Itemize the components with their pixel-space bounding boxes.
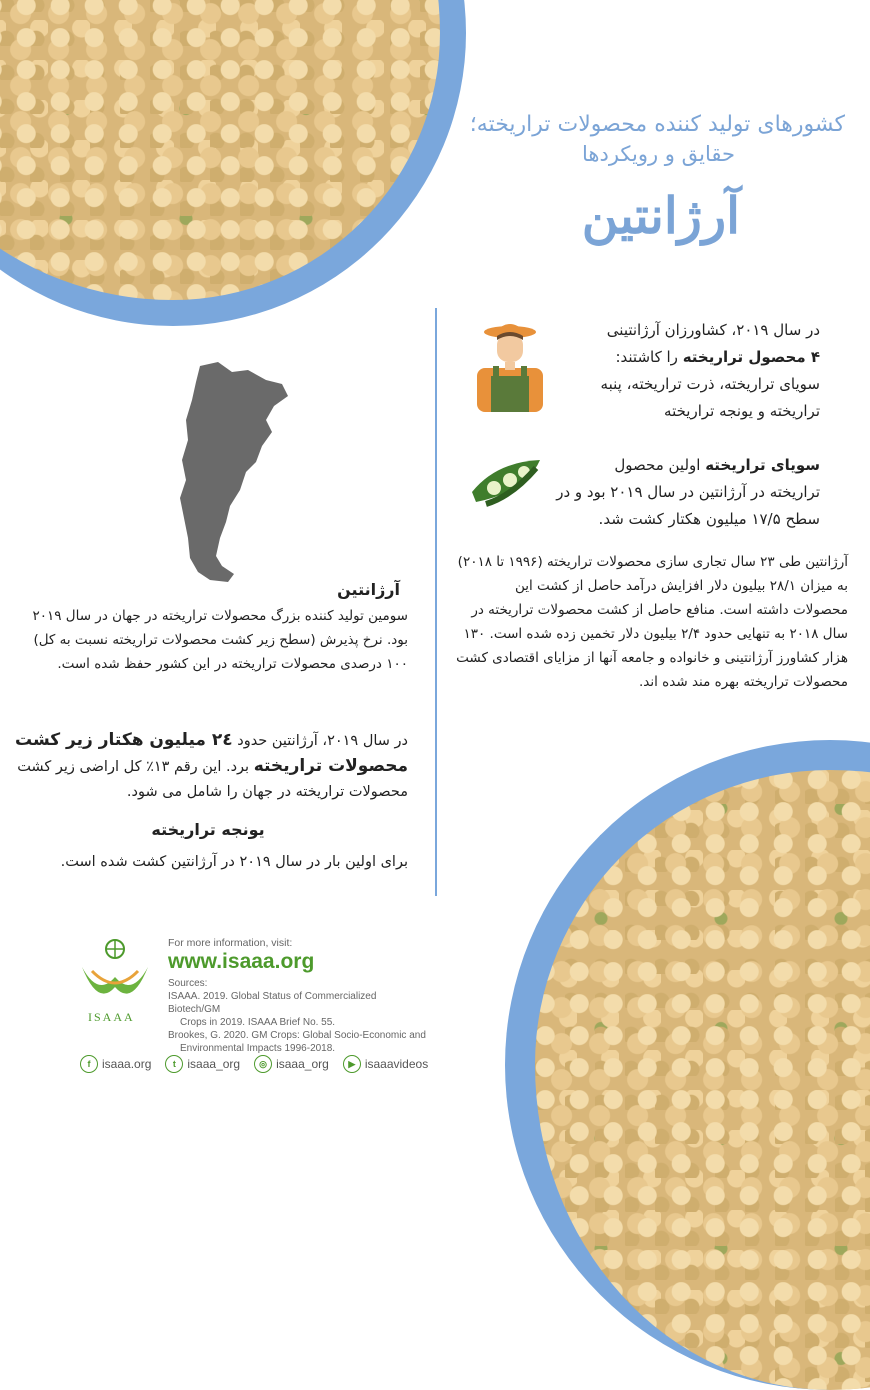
sources	[168, 977, 428, 1055]
soy-text	[520, 452, 820, 533]
economic-benefits-paragraph: آرژانتین طی ۲۳ سال تجاری سازی محصولات تراریخته (۱۹۹۶ تا ۲۰۱۸) به میزان ۲۸/۱ بیلیون دلار افزایش درآمد حاصل از کشت این محصولات داشته است. منافع حاصل از کشت محصولات تراریخته در سال ۲۰۱۸ به تنهایی حدود ۲/۴ بیلیون دلار تخمین زده شده است. ۱۳۰ هزار کشاورز آرژانتینی و خانواده و جامعه آنها از مزایای اقتصادی کشت محصولات تراریخته بهره مند شده اند.	[456, 554, 848, 690]
soy-line-1	[520, 452, 820, 479]
farmer-text	[520, 317, 820, 425]
farmer-line-3: سویای تراریخته، ذرت تراریخته، پنبه	[600, 375, 820, 393]
soy-line-1-rest: اولین محصول	[614, 456, 706, 474]
source-1-line-2: Crops in 2019. ISAAA Brief No. 55.	[180, 1017, 336, 1028]
soy-line-2: تراریخته در آرژانتین در سال ۲۰۱۹ بود و در	[556, 483, 820, 501]
instagram-label: isaaa_org	[276, 1057, 329, 1071]
hectares-bold: ۲٤ میلیون هکتار زیر کشت محصولات تراریخته	[14, 730, 408, 776]
alfalfa-text: برای اولین بار در سال ۲۰۱۹ در آرژانتین کشت شده است.	[60, 854, 408, 870]
youtube-label: isaaavideos	[364, 1057, 429, 1071]
hectares-text-b: برد. این رقم ۱۳٪ کل اراضی زیر کشت محصولات تراریخته در جهان را شامل می شود.	[17, 759, 408, 800]
isaaa-logo-text: ISAAA	[88, 1010, 135, 1024]
footer-info	[168, 937, 428, 1055]
facebook-label: isaaa.org	[102, 1057, 152, 1071]
social-facebook[interactable]	[80, 1055, 151, 1073]
hectares-text-a: در سال ۲۰۱۹، آرژانتین حدود	[232, 733, 408, 749]
alfalfa-heading: یونجه تراریخته	[151, 820, 265, 839]
website-link[interactable]: www.isaaa.org	[168, 950, 315, 973]
source-1-line-1: ISAAA. 2019. Global Status of Commercialized Biotech/GM	[168, 991, 377, 1015]
soy-bold: سویای تراریخته	[705, 456, 820, 474]
farmer-bold: ۴ محصول تراریخته	[682, 348, 820, 366]
soy-line-3: سطح ۱۷/۵ میلیون هکتار کشت شد.	[598, 510, 820, 528]
country-title: آرژانتین	[581, 186, 740, 245]
argentina-map	[170, 362, 295, 584]
soybean-photo-top	[0, 0, 466, 326]
sources-label: Sources:	[168, 978, 208, 989]
social-instagram[interactable]	[254, 1055, 329, 1073]
source-2-line-1: Brookes, G. 2020. GM Crops: Global Socio-Economic and	[168, 1030, 426, 1041]
social-links	[80, 1055, 428, 1073]
visit-label: For more information, visit:	[168, 937, 293, 949]
social-youtube[interactable]	[343, 1055, 428, 1073]
twitter-label: isaaa_org	[187, 1057, 241, 1071]
social-twitter[interactable]	[165, 1055, 240, 1073]
soybean-photo-bottom	[505, 740, 870, 1390]
youtube-icon: ▶	[343, 1055, 361, 1073]
argentina-heading: آرژانتین	[337, 580, 400, 599]
twitter-icon: t	[165, 1055, 183, 1073]
farmer-line-2-rest: را کاشتند:	[615, 348, 683, 366]
instagram-icon: ◎	[254, 1055, 272, 1073]
isaaa-logo	[78, 937, 152, 1009]
farmer-line-2	[520, 344, 820, 371]
hectares-paragraph	[8, 728, 408, 805]
header-title: کشورهای تولید کننده محصولات تراریخته؛	[469, 112, 845, 137]
farmer-line-1: در سال ۲۰۱۹، کشاورزان آرژانتینی	[606, 321, 820, 339]
column-divider	[435, 308, 437, 896]
facebook-icon: f	[80, 1055, 98, 1073]
source-2-line-2: Environmental Impacts 1996-2018.	[180, 1043, 336, 1054]
farmer-line-4: تراریخته و یونجه تراریخته	[664, 402, 820, 420]
header-subtitle: حقایق و رویکردها	[582, 142, 735, 166]
argentina-paragraph: سومین تولید کننده بزرگ محصولات تراریخته در جهان در سال ۲۰۱۹ بود. نرخ پذیرش (سطح زیر کشت محصولات تراریخته نسبت به کل) ۱۰۰ درصدی محصولات تراریخته در این کشور حفظ شده است.	[32, 608, 408, 672]
